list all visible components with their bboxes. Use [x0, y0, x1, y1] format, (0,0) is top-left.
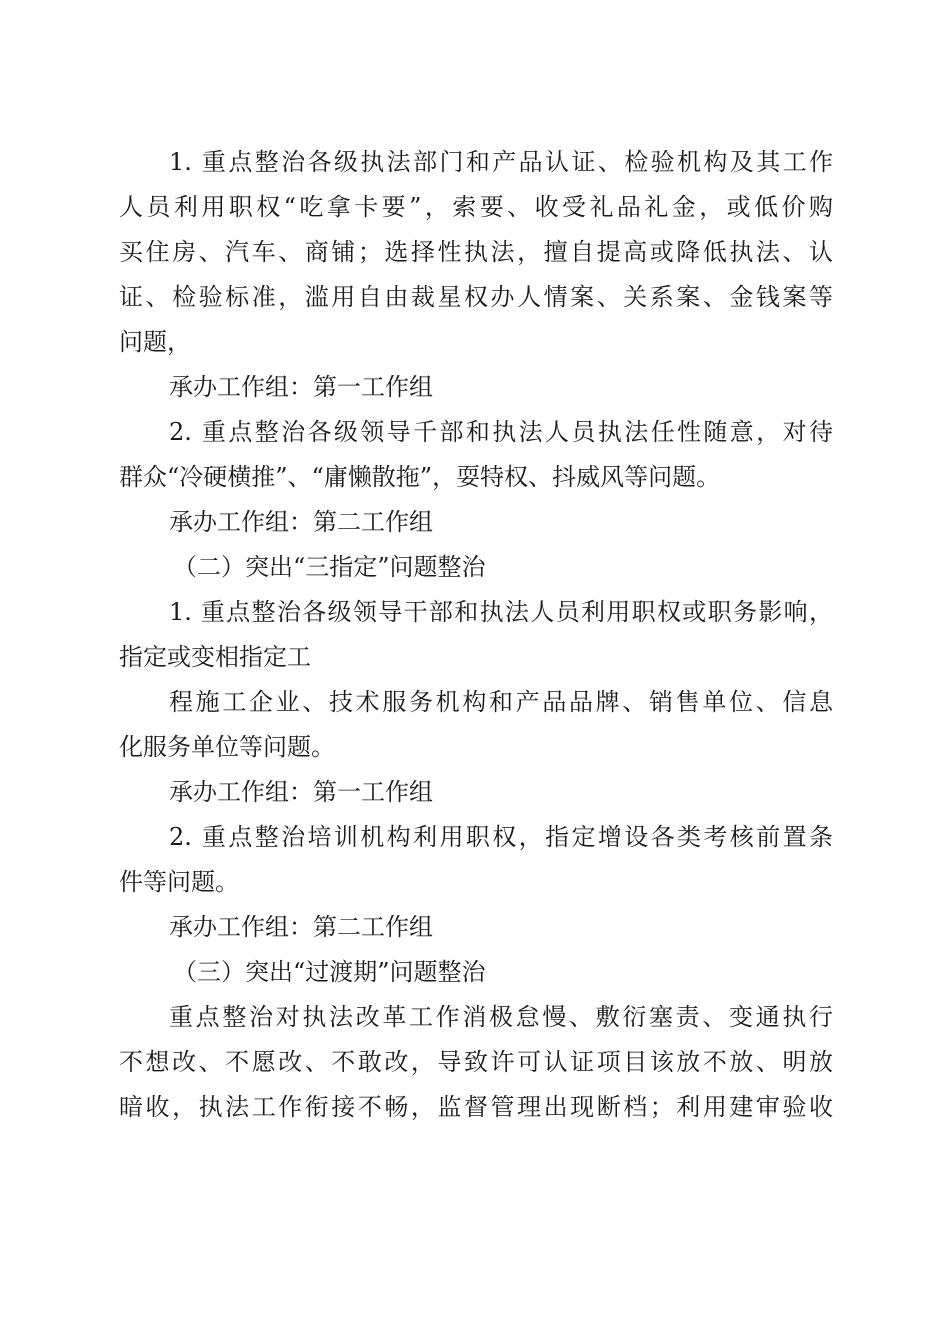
paragraph-3-line-2: 指定或变相指定工 — [119, 643, 311, 671]
paragraph-6-line-1: 重点整治对执法改革工作消极怠慢、敷衍塞责、变通执行 — [169, 1003, 833, 1031]
assignment-line-1: 承办工作组：第一工作组 — [169, 373, 433, 401]
assignment-line-4: 承办工作组：第二工作组 — [169, 913, 433, 941]
paragraph-4-line-1: 程施工企业、技术服务机构和产品品牌、销售单位、信息 — [169, 688, 833, 716]
section-heading-2: （二）突出“三指定”问题整治 — [173, 553, 486, 581]
paragraph-1-line-4: 证、检验标准，滥用自由裁星权办人情案、关系案、金钱案等 — [119, 283, 833, 311]
assignment-line-3: 承办工作组：第一工作组 — [169, 778, 433, 806]
paragraph-1-line-2: 人员利用职权“吃拿卡要”，索要、收受礼品礼金，或低价购 — [119, 193, 833, 221]
paragraph-3-line-1: 1. 重点整治各级领导干部和执法人员利用职权或职务影响， — [169, 598, 833, 626]
paragraph-2-line-2: 群众“冷硬横推”、“庸懒散拖”，耍特权、抖威风等问题。 — [119, 463, 721, 491]
document-body — [119, 140, 833, 1130]
section-heading-3: （三）突出“过渡期”问题整治 — [173, 958, 486, 986]
paragraph-1-line-5: 问题， — [119, 328, 191, 356]
paragraph-6-line-3: 暗收，执法工作衔接不畅，监督管理出现断档；利用建审验收 — [119, 1093, 833, 1121]
paragraph-2-line-1: 2. 重点整治各级领导千部和执法人员执法任性随意，对待 — [169, 418, 833, 446]
paragraph-1-line-3: 买住房、汽车、商铺；选择性执法，擅自提高或降低执法、认 — [119, 238, 833, 266]
paragraph-5-line-1: 2. 重点整治培训机构利用职权，指定增设各类考核前置条 — [169, 823, 833, 851]
paragraph-4-line-2: 化服务单位等问题。 — [119, 733, 335, 761]
paragraph-1-line-1: 1. 重点整治各级执法部门和产品认证、检验机构及其工作 — [169, 148, 833, 176]
assignment-line-2: 承办工作组：第二工作组 — [169, 508, 433, 536]
paragraph-6-line-2: 不想改、不愿改、不敢改，导致许可认证项目该放不放、明放 — [119, 1048, 833, 1076]
paragraph-5-line-2: 件等问题。 — [119, 868, 239, 896]
